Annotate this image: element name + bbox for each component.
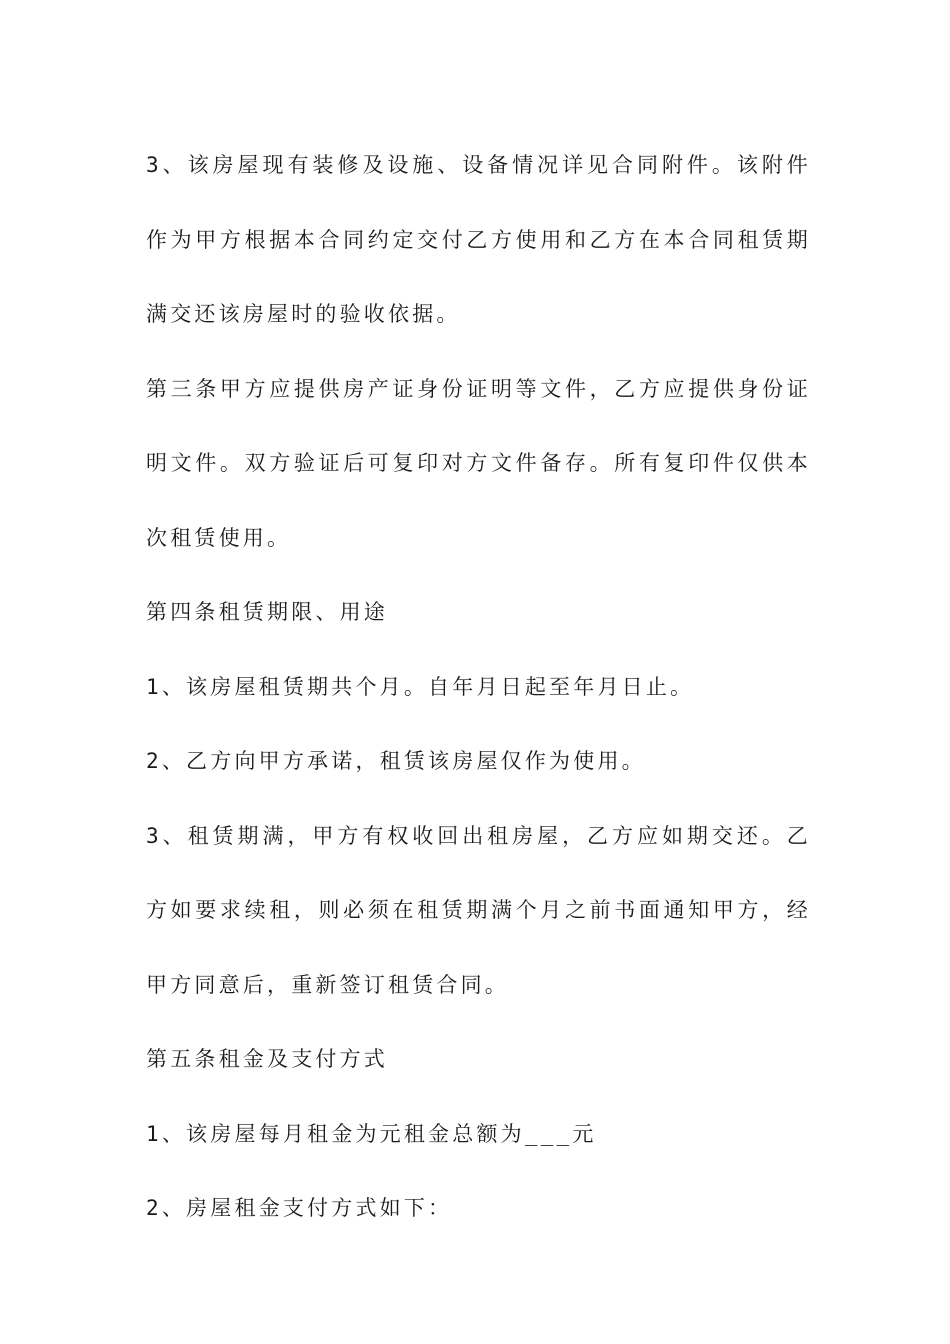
paragraph-lease-term: 1、该房屋租赁期共个月。自年月日起至年月日止。 bbox=[146, 674, 695, 699]
paragraph-usage-promise: 2、乙方向甲方承诺，租赁该房屋仅作为使用。 bbox=[146, 749, 646, 773]
heading-article-5-rent-payment: 第五条租金及支付方式 bbox=[146, 1047, 388, 1071]
paragraph-lease-expiry-renewal: 3、租赁期满，甲方有权收回出租房屋，乙方应如期交还。乙方如要求续租，则必须在租赁期满个月之前书面通知甲方，经甲方同意后，重新签订租赁合同。 bbox=[146, 823, 811, 997]
heading-article-4-term-use: 第四条租赁期限、用途 bbox=[146, 600, 388, 624]
paragraph-payment-method: 2、房屋租金支付方式如下： bbox=[146, 1196, 453, 1220]
document-body bbox=[146, 128, 811, 1246]
paragraph-facilities-annex: 3、该房屋现有装修及设施、设备情况详见合同附件。该附件作为甲方根据本合同约定交付乙方使用和乙方在本合同租赁期满交还该房屋时的验收依据。 bbox=[146, 153, 811, 326]
paragraph-article-3-documents: 第三条甲方应提供房产证身份证明等文件，乙方应提供身份证明文件。双方验证后可复印对方文件备存。所有复印件仅供本次租赁使用。 bbox=[146, 376, 811, 550]
paragraph-monthly-rent: 1、该房屋每月租金为元租金总额为___元 bbox=[146, 1121, 597, 1146]
